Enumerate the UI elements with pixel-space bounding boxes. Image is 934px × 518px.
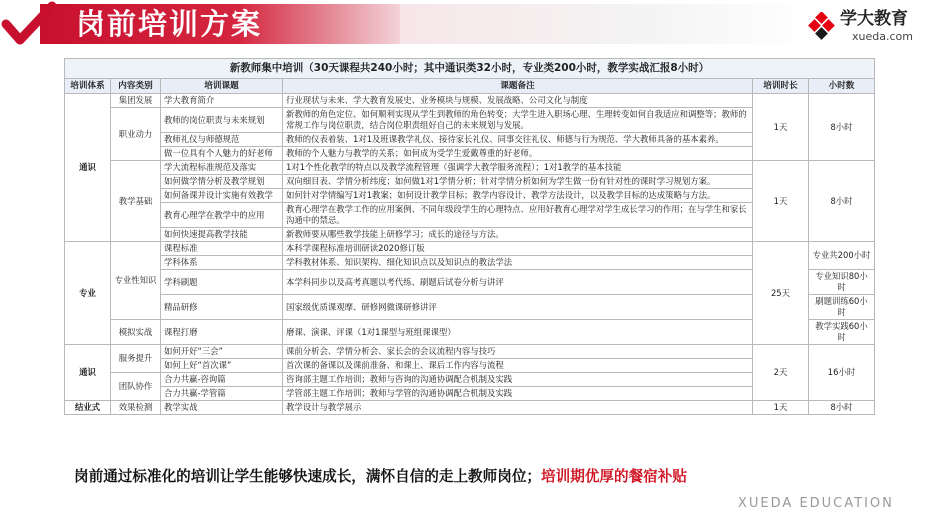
topic-cell: 课程打磨: [161, 320, 283, 345]
system-cell: 通识: [65, 94, 111, 242]
topic-cell: 学科刷题: [161, 270, 283, 295]
category-cell: 服务提升: [111, 345, 161, 373]
hours-cell: 8小时: [809, 94, 875, 161]
topic-cell: 做一位具有个人魅力的好老师: [161, 147, 283, 161]
topic-cell: 如何上好“首次课”: [161, 359, 283, 373]
checkmark-icon: [0, 0, 60, 50]
hours-cell: 8小时: [809, 401, 875, 415]
duration-cell: 25天: [753, 242, 809, 345]
table-row: [65, 161, 875, 175]
logo-text: 学大教育: [840, 9, 908, 29]
category-cell: 专业性知识: [111, 242, 161, 320]
col-header-category: 内容类别: [111, 79, 161, 94]
note-cell: 首次课的备课以及课前准备、和课上、课后工作内容与流程: [283, 359, 753, 373]
topic-cell: 精品研修: [161, 295, 283, 320]
hours-cell: 教学实践60小时: [809, 320, 875, 345]
topic-cell: 教师礼仪与师德规范: [161, 133, 283, 147]
note-cell: 学科教材体系、知识架构、细化知识点以及知识点的教法学法: [283, 256, 753, 270]
note-cell: 教师的个人魅力与教学的关系；如何成为受学生爱戴尊重的好老师。: [283, 147, 753, 161]
note-cell: 教师的仪表着装、1对1及班课教学礼仪、接待家长礼仪、同事交往礼仪、师德与行为规范、学大教师具备的基本素养。: [283, 133, 753, 147]
category-cell: 职业动力: [111, 108, 161, 161]
topic-cell: 学科体系: [161, 256, 283, 270]
note-cell: 新教师的角色定位、如何顺利实现从学生到教师的角色转变；大学生进入职场心理、生理转变如何自我适应和调整等；教师的常规工作与岗位职责，结合岗位职责组好自己的未来规划与发展。: [283, 108, 753, 133]
note-cell: 咨询部主题工作培训；教师与咨询的沟通协调配合机制及实践: [283, 373, 753, 387]
category-cell: 效果检测: [111, 401, 161, 415]
note-cell: 行业现状与未来、学大教育发展史、业务模块与规模、发展战略、公司文化与制度: [283, 94, 753, 108]
topic-cell: 合力共赢-学管篇: [161, 387, 283, 401]
duration-cell: 2天: [753, 345, 809, 401]
summary-text: [74, 465, 687, 486]
table-row: [65, 94, 875, 108]
brand-english: XUEDA EDUCATION: [738, 496, 894, 511]
topic-cell: 如何快速提高教学技能: [161, 228, 283, 242]
summary-main: 岗前通过标准化的培训让学生能够快速成长，满怀自信的走上教师岗位；: [74, 468, 542, 485]
page-title: 岗前培训方案: [76, 7, 263, 41]
system-cell: 通识: [65, 345, 111, 401]
note-cell: 新教师要从哪些教学技能上研修学习；成长的途径与方法。: [283, 228, 753, 242]
duration-cell: 1天: [753, 161, 809, 242]
hours-cell: 16小时: [809, 345, 875, 401]
hours-cell: 8小时: [809, 161, 875, 242]
col-header-topic: 培训课题: [161, 79, 283, 94]
category-cell: 团队协作: [111, 373, 161, 401]
note-cell: 本科学课程标准培训研读2020修订版: [283, 242, 753, 256]
col-header-hours: 小时数: [809, 79, 875, 94]
topic-cell: 教育心理学在教学中的应用: [161, 203, 283, 228]
category-cell: 教学基础: [111, 161, 161, 242]
hours-cell: 专业共200小时: [809, 242, 875, 270]
topic-cell: 教师的岗位职责与未来规划: [161, 108, 283, 133]
hours-cell: 刷题训练60小时: [809, 295, 875, 320]
col-header-system: 培训体系: [65, 79, 111, 94]
col-header-note: 课题备注: [283, 79, 753, 94]
duration-cell: 1天: [753, 401, 809, 415]
topic-cell: 如何备课并设计实施有效教学: [161, 189, 283, 203]
note-cell: 教育心理学在教学工作的应用案例、不同年级段学生的心理特点、应用好教育心理学对学生成长学习的作用；在与学生和家长沟通中的禁忌。: [283, 203, 753, 228]
hours-cell: 专业知识80小时: [809, 270, 875, 295]
logo-url: xueda.com: [852, 30, 913, 43]
note-cell: 双向细目表、学情分析纬度；如何做1对1学情分析；针对学情分析如何为学生做一份有针对性的课时学习规划方案。: [283, 175, 753, 189]
logo-mark-icon: [808, 12, 836, 40]
topic-cell: 学大教育简介: [161, 94, 283, 108]
table-row: [65, 242, 875, 256]
table-row: [65, 345, 875, 359]
duration-cell: 1天: [753, 94, 809, 161]
topic-cell: 如何做学情分析及教学规划: [161, 175, 283, 189]
category-cell: 模拟实战: [111, 320, 161, 345]
training-table: [64, 58, 875, 415]
table-title: 新教师集中培训（30天课程共240小时；其中通识类32小时，专业类200小时，教学实战汇报8小时）: [65, 59, 875, 79]
header-fade: [395, 4, 815, 44]
note-cell: 磨课、演课、评课（1对1课型与班组课课型）: [283, 320, 753, 345]
category-cell: 集团发展: [111, 94, 161, 108]
note-cell: 如何针对学情编写1对1教案；如何设计教学目标；教学内容设计、教学方法设计，以及教学目标的达成策略与方法。: [283, 189, 753, 203]
topic-cell: 课程标准: [161, 242, 283, 256]
col-header-duration: 培训时长: [753, 79, 809, 94]
topic-cell: 合力共赢-咨询篇: [161, 373, 283, 387]
topic-cell: 教学实战: [161, 401, 283, 415]
note-cell: 1对1个性化教学的特点以及教学流程管理（强调学大教学服务流程）；1对1教学的基本技能: [283, 161, 753, 175]
note-cell: 教学设计与教学展示: [283, 401, 753, 415]
note-cell: 本学科同步以及高考真题以考代练、刷题后试卷分析与讲评: [283, 270, 753, 295]
topic-cell: 学大流程标准规范及落实: [161, 161, 283, 175]
summary-highlight: 培训期优厚的餐宿补贴: [541, 468, 687, 485]
training-table-wrap: [64, 58, 874, 415]
system-cell: 专业: [65, 242, 111, 345]
note-cell: 学管部主题工作培训；教师与学管的沟通协调配合机制及实践: [283, 387, 753, 401]
note-cell: 课前分析会、学情分析会、家长会的会议流程内容与技巧: [283, 345, 753, 359]
topic-cell: 如何开好“三会”: [161, 345, 283, 359]
table-row: [65, 401, 875, 415]
note-cell: 国家级优质课观摩、研修网微课研修讲评: [283, 295, 753, 320]
system-cell: 结业式: [65, 401, 111, 415]
company-logo: [808, 8, 928, 48]
